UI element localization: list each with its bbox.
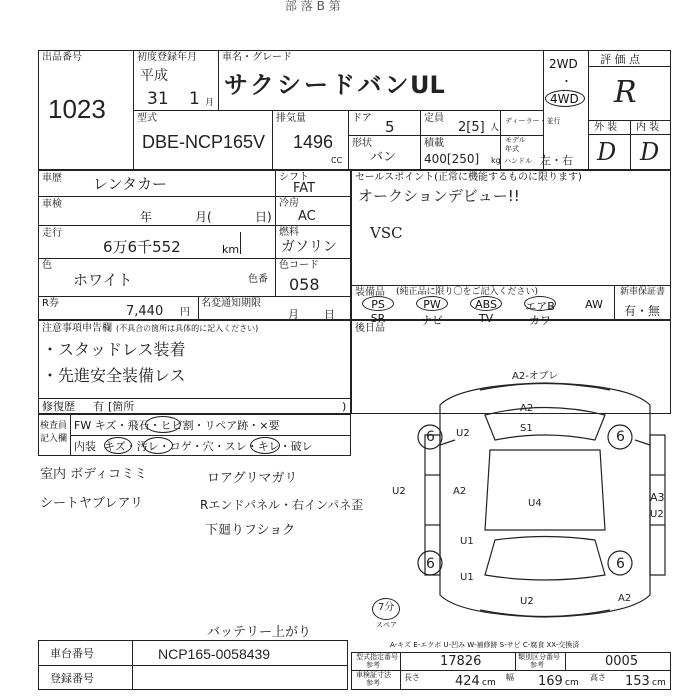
colorcode-label: 色コード [279, 260, 319, 271]
load-unit: kg [491, 156, 501, 165]
mark-a3: A3 [650, 491, 665, 504]
sales-point-line1: オークションデビュー!! [358, 187, 520, 205]
equipment-item-bottom: SR [370, 312, 386, 325]
inspector-note-right3: 下廻りフショク [205, 523, 296, 538]
length-value: 424 [455, 674, 480, 689]
notes-line1: ・スタッドレス装着 [42, 340, 186, 359]
fuel-label: 燃料 [279, 227, 299, 238]
equipment-item-top: ABS [475, 298, 497, 311]
mark-a2-mid: A2 [453, 486, 467, 497]
capacity-unit: 人 [490, 123, 500, 133]
color-label: 色 [42, 260, 52, 271]
exterior-grade: D [597, 138, 617, 166]
equipment-item-top: AW [585, 298, 603, 311]
model-value: DBE-NCP165V [142, 132, 266, 152]
registration-era: 平成 [140, 68, 168, 84]
notes-line2: ・先進安全装備レス [42, 366, 186, 385]
equipment-item-bottom: カワ [529, 314, 551, 327]
history-label: 車歴 [42, 173, 62, 184]
body-type-value: バン [370, 150, 397, 165]
registration-month-unit: 月 [205, 98, 215, 108]
displacement-label: 排気量 [276, 113, 306, 124]
body-type-label: 形状 [352, 138, 372, 149]
spare-label: スペア [376, 621, 397, 629]
chassis-value: NCP165-0058439 [158, 646, 271, 662]
doors-label: ドア [352, 113, 372, 124]
model-year-label-1: モデル [505, 136, 526, 144]
category-value: 0005 [605, 654, 639, 669]
load-value: 400[250] [424, 152, 480, 166]
grade-label: 評 価 点 [600, 53, 640, 66]
color-code-label: 色番 [248, 274, 268, 285]
tire-rl: 6 [426, 556, 435, 572]
repair-bracket: [箇所 [108, 400, 135, 413]
equipment-item-top: PW [423, 298, 441, 311]
width-label: 幅 [506, 673, 514, 682]
equipment-item-circle [470, 296, 502, 311]
circle-yogore [143, 437, 173, 454]
registration-label: 初度登録年月 [137, 52, 197, 63]
warranty-label: 新車保証書 [620, 287, 666, 297]
mark-top: A2-オブレ [512, 371, 559, 382]
drive-dot: ・ [561, 75, 572, 88]
warranty-value: 有・無 [624, 304, 661, 318]
mark-u4: U4 [528, 498, 542, 509]
mark-u1-a: U1 [460, 536, 474, 547]
sales-point-line2: VSC [370, 224, 403, 242]
width-unit: cm [565, 678, 579, 688]
width-value: 169 [538, 674, 563, 689]
inspector-note-right2: Rエンドパネル・右インパネ歪 [200, 498, 364, 512]
capacity-value: 2[5] [458, 120, 485, 135]
notes-label: 注意事項申告欄 [42, 323, 112, 334]
sales-point-label: セールスポイント(正常に機能するものに限ります) [355, 172, 582, 183]
mark-u2-fl: U2 [456, 428, 470, 439]
mark-a2-roof: A2 [520, 403, 534, 414]
recycle-value: 7,440 [126, 304, 164, 319]
designation-label-1: 型式指定番号 [356, 653, 398, 661]
dimensions-label-2: 参考 [366, 679, 380, 687]
grade-value: R [614, 75, 637, 110]
ac-value: AC [298, 209, 316, 224]
drive-4wd: 4WD [550, 92, 579, 106]
lot-label: 出品番号 [42, 52, 82, 63]
equipment-item-circle [524, 296, 556, 311]
inspector-row2: キズ・汚レ・コゲ・穴・スレ・キレ・破レ [104, 440, 313, 453]
inspector-label-2: 記入欄 [40, 434, 68, 444]
tax-month-unit: 月 [288, 308, 299, 321]
equipment-item-circle [416, 296, 448, 311]
length-unit: cm [482, 678, 496, 688]
equipment-sublabel: (純正品に限り〇をご記入ください) [396, 287, 539, 297]
displacement-value: 1496 [293, 132, 334, 152]
circle-sure [250, 437, 280, 454]
model-label: 型式 [137, 113, 157, 124]
designation-label-2: 参考 [366, 661, 380, 669]
repair-close: ) [342, 400, 347, 413]
retrofit-label: 後日品 [355, 323, 385, 334]
category-label-1: 類別区分番号 [518, 653, 560, 661]
mark-u2-right: U2 [650, 509, 664, 520]
registration-month: 1 [189, 89, 200, 109]
designation-value: 17826 [440, 654, 482, 669]
load-label: 積載 [424, 138, 444, 149]
tire-fl: 6 [426, 429, 435, 445]
inspector-note-left2: シートヤブレアリ [40, 496, 143, 511]
mark-u2-rear: U2 [520, 596, 534, 607]
vehicle-name: サクシードバン [224, 71, 412, 99]
mark-s1: S1 [520, 423, 533, 434]
vehicle-name-label: 車名・グレード [222, 52, 292, 63]
shift-label: シフト [279, 172, 309, 183]
interior-grade: D [640, 138, 660, 166]
tire-rr: 6 [616, 556, 625, 572]
inspector-row2-label: 内装 [74, 440, 96, 453]
notes-sublabel: (不具合の箇所は具体的に記入ください) [116, 324, 259, 333]
mark-a2-rear: A2 [618, 593, 632, 604]
tax-label: 名変通知期限 [201, 298, 261, 309]
category-label-2: 参考 [530, 661, 544, 669]
chassis-label: 車台番号 [50, 647, 94, 660]
color-value: ホワイト [73, 271, 133, 289]
mileage-label: 走行 [42, 228, 62, 239]
length-label: 長さ [404, 673, 420, 682]
damage-legend: A-キズ E-エクボ U-凹み W-補修跡 S-サビ C-腐食 XX-交換済 [390, 641, 580, 649]
inspector-note-right1: ロアグリマガリ [207, 471, 298, 486]
recycle-label: R券 [42, 298, 59, 309]
car-diagram [400, 365, 690, 635]
spare-mark: 7分 [378, 602, 395, 613]
equipment-item-bottom: TV [478, 312, 494, 325]
height-value: 153 [625, 674, 650, 689]
fuel-value: ガソリン [281, 239, 337, 255]
repair-value: 有 [93, 400, 104, 413]
tax-day-unit: 日 [324, 308, 335, 321]
height-label: 高さ [590, 673, 606, 682]
exterior-label: 外 装 [594, 122, 618, 133]
circle-tobiishi [145, 416, 181, 433]
color-code-value: 058 [289, 275, 320, 294]
dealer-label: ディーラー・並行 [505, 117, 561, 125]
equipment-item-top: PS [371, 298, 385, 311]
interior-label: 内 装 [636, 122, 660, 133]
equipment-item-top: エアB [525, 300, 555, 313]
equipment-label: 装備品 [355, 287, 385, 298]
ac-label: 冷房 [279, 198, 299, 209]
model-year-label-2: 年式 [505, 145, 519, 153]
equipment-item-circle [362, 296, 394, 311]
inspection-month-unit: 月( [195, 210, 212, 224]
handle-label: ハンドル [504, 157, 532, 165]
reg-number-label: 登録番号 [50, 672, 94, 685]
registration-year: 31 [147, 89, 169, 109]
inspector-label-1: 検査員 [40, 421, 68, 431]
height-unit: cm [652, 678, 666, 688]
doors-value: 5 [385, 118, 395, 136]
tire-fr: 6 [616, 429, 625, 445]
circle-kizu [104, 437, 132, 454]
dimensions-label-1: 車検証寸法 [356, 671, 391, 679]
vehicle-grade: UL [410, 71, 445, 99]
handle-value: 左・右 [540, 154, 573, 167]
equipment-item-bottom: ナビ [421, 314, 443, 327]
inspector-note-bottom: バッテリー上がり [207, 625, 312, 640]
drive-2wd: 2WD [549, 57, 578, 71]
capacity-label: 定員 [424, 113, 444, 124]
inspection-day-unit: 日) [255, 210, 272, 224]
history-value: レンタカー [93, 175, 168, 193]
inspector-note-left1: 室内 ボディコミミ [40, 467, 148, 482]
top-stamp: 部 落 B 第 [285, 0, 341, 13]
lot-number: 1023 [48, 94, 106, 124]
mileage-value: 6万6千552 [103, 238, 181, 256]
inspection-label: 車検 [42, 199, 62, 210]
shift-value: FAT [293, 181, 316, 196]
recycle-unit: 円 [180, 307, 190, 318]
mileage-unit: km [222, 243, 240, 256]
mark-u1-b: U1 [460, 572, 474, 583]
inspector-row1: FW キズ・飛石・ヒビ割・リペア跡・×要 [74, 419, 280, 432]
mark-u2-left: U2 [392, 486, 406, 497]
repair-label: 修復歴 [42, 400, 75, 413]
inspection-year-unit: 年 [140, 210, 153, 224]
displacement-unit: CC [331, 156, 343, 165]
